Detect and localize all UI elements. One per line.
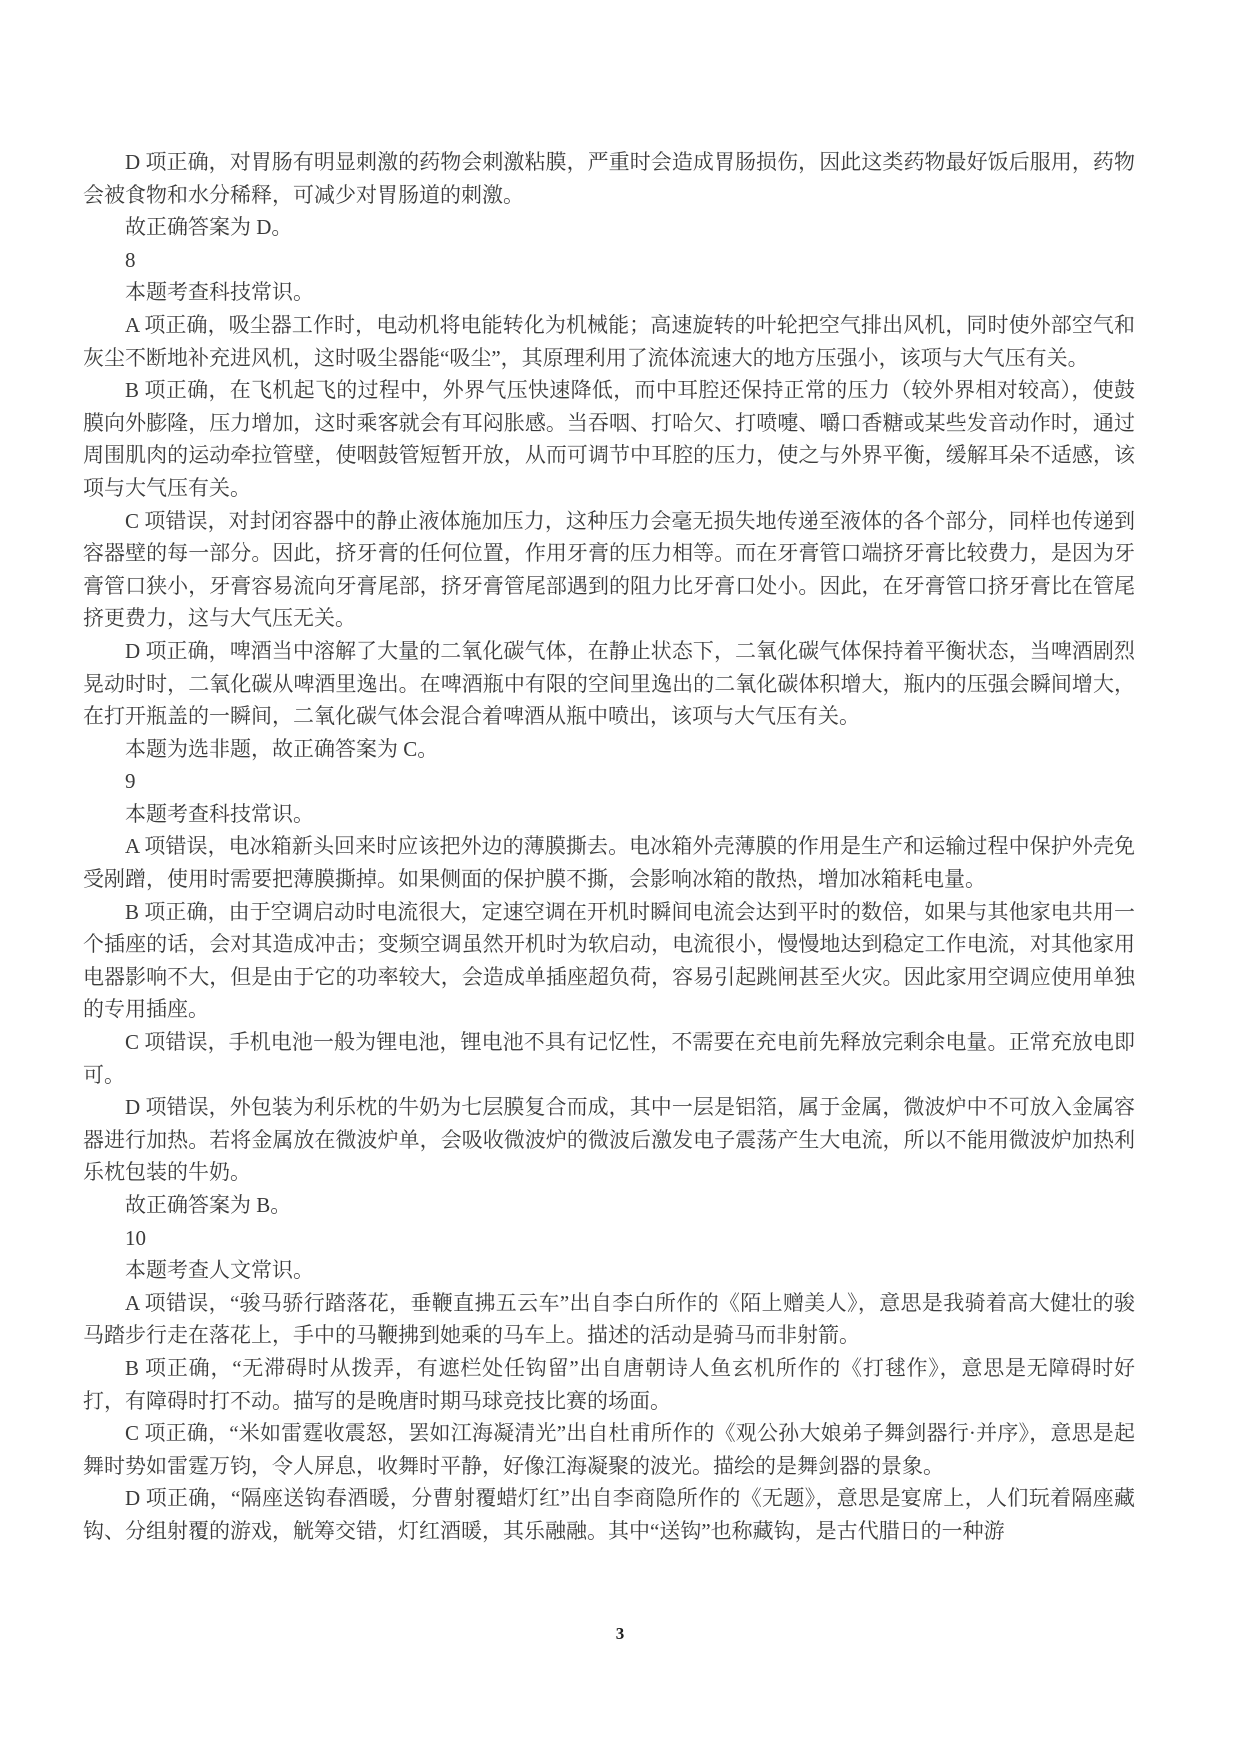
paragraph-exam-point: 本题考查科技常识。 [125, 280, 314, 305]
paragraph-analysis: A 项正确，吸尘器工作时，电动机将电能转化为机械能；高速旋转的叶轮把空气排出风机，同时使外部空气和灰尘不断地补充进风机，这时吸尘器能“吸尘”，其原理利用了流体流速大的地方压强小，该项与大气压有关。 [83, 312, 1135, 370]
paragraph-analysis: D 项正确，啤酒当中溶解了大量的二氧化碳气体，在静止状态下，二氧化碳气体保持着平衡状态，当啤酒剧烈晃动时时，二氧化碳从啤酒里逸出。在啤酒瓶中有限的空间里逸出的二氧化碳体积增大，瓶内的压强会瞬间增大，在打开瓶盖的一瞬间，二氧化碳气体会混合着啤酒从瓶中喷出，该项与大气压有关。 [83, 638, 1135, 729]
paragraph-analysis: C 项错误，对封闭容器中的静止液体施加压力，这种压力会毫无损失地传递至液体的各个部分，同样也传递到容器壁的每一部分。因此，挤牙膏的任何位置，作用牙膏的压力相等。而在牙膏管口端挤牙膏比较费力，是因为牙膏管口狭小，牙膏容易流向牙膏尾部，挤牙膏管尾部遇到的阻力比牙膏口处小。因此，在牙膏管口挤牙膏比在管尾挤更费力，这与大气压无关。 [83, 508, 1135, 631]
paragraph-exam-point: 本题考查人文常识。 [125, 1258, 314, 1283]
question-number: 10 [125, 1225, 146, 1250]
paragraph-analysis: A 项错误，“骏马骄行踏落花，垂鞭直拂五云车”出自李白所作的《陌上赠美人》，意思是我骑着高大健壮的骏马踏步行走在落花上，手中的马鞭拂到她乘的马车上。描述的活动是骑马而非射箭。 [83, 1290, 1135, 1348]
paragraph-conclusion: 故正确答案为 B。 [125, 1193, 292, 1217]
paragraph-conclusion: 本题为选非题，故正确答案为 C。 [125, 736, 439, 761]
paragraph-analysis: B 项正确，在飞机起飞的过程中，外界气压快速降低，而中耳腔还保持正常的压力（较外界相对较高），使鼓膜向外膨隆，压力增加，这时乘客就会有耳闷胀感。当吞咽、打哈欠、打喷嚏、嚼口香糖或某些发音动作时，通过周围肌肉的运动牵拉管壁，使咽鼓管短暂开放，从而可调节中耳腔的压力，使之与外界平衡，缓解耳朵不适感，该项与大气压有关。 [83, 378, 1135, 500]
paragraph-analysis: D 项错误，外包装为利乐枕的牛奶为七层膜复合而成，其中一层是铝箔，属于金属，微波炉中不可放入金属容器进行加热。若将金属放在微波炉单，会吸收微波炉的微波后激发电子震荡产生大电流，所以不能用微波炉加热利乐枕包装的牛奶。 [83, 1095, 1135, 1185]
answer-explanation-text [83, 146, 1135, 1548]
paragraph-analysis: D 项正确，对胃肠有明显刺激的药物会刺激粘膜，严重时会造成胃肠损伤，因此这类药物最好饭后服用，药物会被食物和水分稀释，可减少对胃肠道的刺激。 [83, 150, 1135, 207]
page-number: 3 [615, 1624, 625, 1643]
paragraph-analysis: A 项错误，电冰箱新头回来时应该把外边的薄膜撕去。电冰箱外壳薄膜的作用是生产和运输过程中保护外壳免受剐蹭，使用时需要把薄膜撕掉。如果侧面的保护膜不撕，会影响冰箱的散热，增加冰箱耗电量。 [83, 834, 1135, 892]
question-number: 8 [125, 247, 136, 272]
paragraph-analysis: C 项正确，“米如雷霆收震怒，罢如江海凝清光”出自杜甫所作的《观公孙大娘弟子舞剑器行·并序》，意思是起舞时势如雷霆万钧，令人屏息，收舞时平静，好像江海凝聚的波光。描绘的是舞剑器的景象。 [83, 1421, 1135, 1478]
paragraph-conclusion: 故正确答案为 D。 [125, 215, 293, 240]
paragraph-analysis: B 项正确，由于空调启动时电流很大，定速空调在开机时瞬间电流会达到平时的数倍，如果与其他家电共用一个插座的话，会对其造成冲击；变频空调虽然开机时为软启动，电流很小，慢慢地达到稳定工作电流，对其他家用电器影响不大，但是由于它的功率较大，会造成单插座超负荷，容易引起跳闸甚至火灾。因此家用空调应使用单独的专用插座。 [83, 899, 1135, 1022]
paragraph-analysis: C 项错误，手机电池一般为锂电池，锂电池不具有记忆性，不需要在充电前先释放完剩余电量。正常充放电即可。 [83, 1030, 1135, 1087]
paragraph-exam-point: 本题考查科技常识。 [125, 801, 314, 826]
page-footer [0, 1624, 1240, 1644]
paragraph-analysis: D 项正确，“隔座送钩春酒暖，分曹射覆蜡灯红”出自李商隐所作的《无题》，意思是宴席上，人们玩着隔座藏钩、分组射覆的游戏，觥筹交错，灯红酒暖，其乐融融。其中“送钩”也称藏钩，是古代腊日的一种游 [83, 1486, 1135, 1543]
question-number: 9 [125, 769, 136, 794]
paragraph-analysis: B 项正确，“无滞碍时从拨弄，有遮栏处任钩留”出自唐朝诗人鱼玄机所作的《打毬作》，意思是无障碍时好打，有障碍时打不动。描写的是晚唐时期马球竞技比赛的场面。 [83, 1355, 1135, 1413]
